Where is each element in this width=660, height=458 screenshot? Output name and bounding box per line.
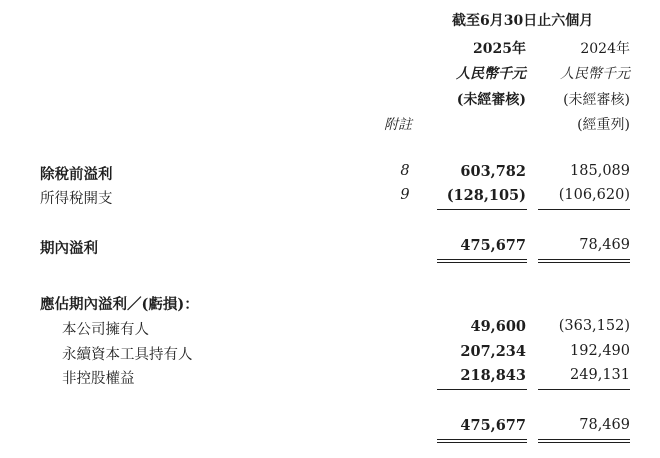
nci-current: 218,843 (460, 367, 526, 384)
pbt-current: 603,782 (460, 163, 526, 180)
nci-prior: 249,131 (570, 367, 630, 383)
total-double-rule-current (437, 439, 527, 443)
profit-prior: 78,469 (579, 237, 630, 253)
currency-current-header: 人民幣千元 (456, 66, 526, 82)
restated-header: (經重列) (577, 117, 630, 133)
period-header: 截至6月30日止六個月 (452, 13, 594, 29)
subtotal-rule-current (437, 209, 527, 210)
tax-current: (128,105) (446, 187, 526, 204)
subtotal-rule-prior (538, 209, 630, 210)
currency-prior-header: 人民幣千元 (560, 66, 630, 82)
year-current-header: 2025年 (473, 41, 526, 57)
owners-prior: (363,152) (558, 318, 630, 334)
tax-label: 所得稅開支 (40, 191, 113, 207)
total-double-rule-prior (538, 439, 630, 443)
attrib-rule-prior (538, 389, 630, 390)
owners-current: 49,600 (470, 318, 526, 335)
pbt-label: 除稅前溢利 (40, 166, 113, 183)
perpetual-prior: 192,490 (570, 343, 630, 359)
profit-label: 期內溢利 (40, 240, 98, 257)
attributable-heading: 應佔期內溢利／(虧損)： (40, 296, 199, 313)
profit-current: 475,677 (460, 237, 526, 254)
year-prior-header: 2024年 (580, 41, 630, 57)
note-column-header: 附註 (384, 117, 412, 133)
audit-prior-header: (未經審核) (563, 92, 630, 108)
pbt-prior: 185,089 (570, 163, 630, 179)
profit-double-rule-prior (538, 259, 630, 263)
tax-note: 9 (400, 187, 410, 203)
total-current: 475,677 (460, 417, 526, 434)
owners-label: 本公司擁有人 (62, 322, 149, 338)
profit-double-rule-current (437, 259, 527, 263)
audit-current-header: (未經審核) (456, 92, 526, 108)
attrib-rule-current (437, 389, 527, 390)
nci-label: 非控股權益 (62, 371, 135, 387)
pbt-note: 8 (400, 163, 410, 179)
total-prior: 78,469 (579, 417, 630, 433)
perpetual-label: 永續資本工具持有人 (62, 347, 193, 363)
tax-prior: (106,620) (558, 187, 630, 203)
perpetual-current: 207,234 (460, 343, 526, 360)
